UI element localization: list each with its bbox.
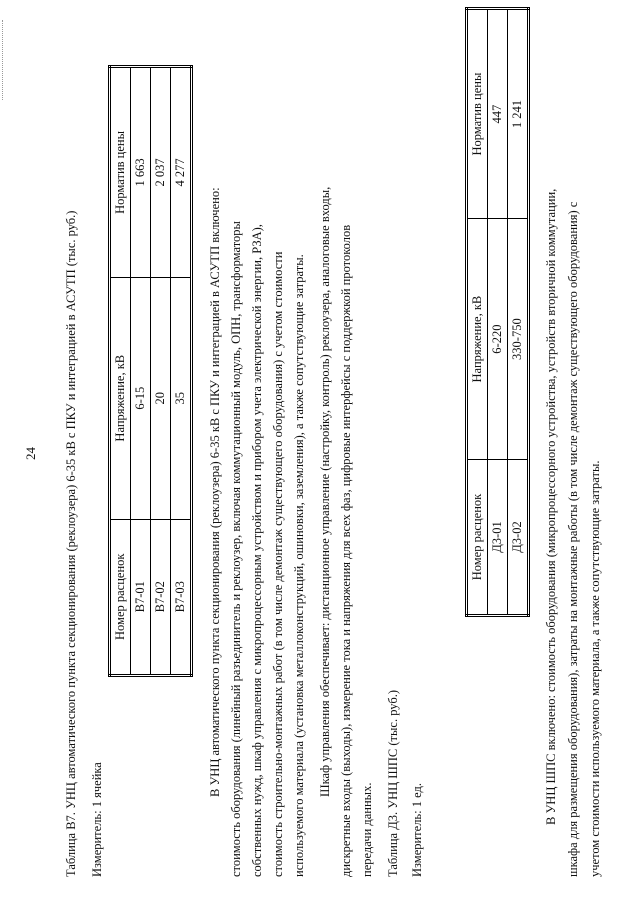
col-header: Номер расценок [467,460,488,616]
col-header: Норматив цены [467,9,488,219]
cell: Д3-02 [508,460,529,616]
text-line: используемого материала (установка металлоконструкций, ошиновки, заземления), а также сопутствующие затраты. [292,254,306,877]
col-header: Норматив цены [110,67,131,278]
table-b7 [108,65,193,677]
table-row [171,67,192,676]
col-header: Номер расценок [110,519,131,675]
cell: 1 663 [131,67,151,278]
col-header: Напряжение, кВ [467,219,488,460]
text-line: учетом стоимости используемого материала, а также сопутствующие затраты. [588,460,602,877]
table-row [488,9,508,616]
table-b7-title: Таблица В7. УНЦ автоматического пункта секционирования (реклоузера) 6-35 кВ с ПКУ и интеграцией в АСУТП (тыс. руб.) [64,210,78,877]
table-row [508,9,529,616]
table-d3 [465,7,530,617]
text-line: В УНЦ ШПС включено: стоимость оборудования (микропроцессорного устройства, устройств вторичной коммутации, [544,188,558,825]
cell: 447 [488,9,508,219]
cell: 6-15 [131,277,151,519]
table-d3-title: Таблица Д3. УНЦ ШПС (тыс. руб.) [386,689,400,877]
text-line: передачи данных. [360,782,374,877]
text-line: стоимость оборудования (линейный разъединитель и реклоузер, включая коммутационный модуль, ОПН, трансформаторы [229,221,243,877]
text-line: стоимость строительно-монтажных работ (в том числе демонтаж существующего оборудования) с учетом стоимости [271,251,285,877]
text-line: дискретные входы (выходы), измерение тока и напряжения для всех фаз, цифровые интерфейсы с поддержкой протоколов [339,224,353,877]
table-header-row [467,9,488,616]
cell: 6-220 [488,219,508,460]
table-header-row [110,67,131,676]
text-line: шкафа для размещения оборудования), затраты на монтажные работы (в том числе демонтаж существующего оборудования) с [566,201,580,877]
cell: 1 241 [508,9,529,219]
table-d3-unit: Измеритель: 1 ед. [410,783,424,877]
col-header: Напряжение, кВ [110,277,131,519]
cell: 4 277 [171,67,192,278]
cell: 2 037 [151,67,171,278]
cell: Д3-01 [488,460,508,616]
text-line: собственных нужд, шкаф управления с микропроцессорным устройством и прибором учета электрической энергии, РЗА), [250,224,264,877]
page-number: 24 [23,447,38,460]
cell: 330-750 [508,219,529,460]
text-line: Шкаф управления обеспечивает: дистанционное управление (настройку, контроль) реклоузера, аналоговые входы, [318,186,332,797]
cell: 20 [151,277,171,519]
text-line: В УНЦ автоматического пункта секционирования (реклоузера) 6-35 кВ с ПКУ и интеграцией в АСУТП включено: [208,187,222,797]
cell: В7-02 [151,519,171,675]
cell: 35 [171,277,192,519]
table-row [131,67,151,676]
cell: В7-01 [131,519,151,675]
table-b7-unit: Измеритель: 1 ячейка [90,762,104,877]
table-row [151,67,171,676]
cell: В7-03 [171,519,192,675]
